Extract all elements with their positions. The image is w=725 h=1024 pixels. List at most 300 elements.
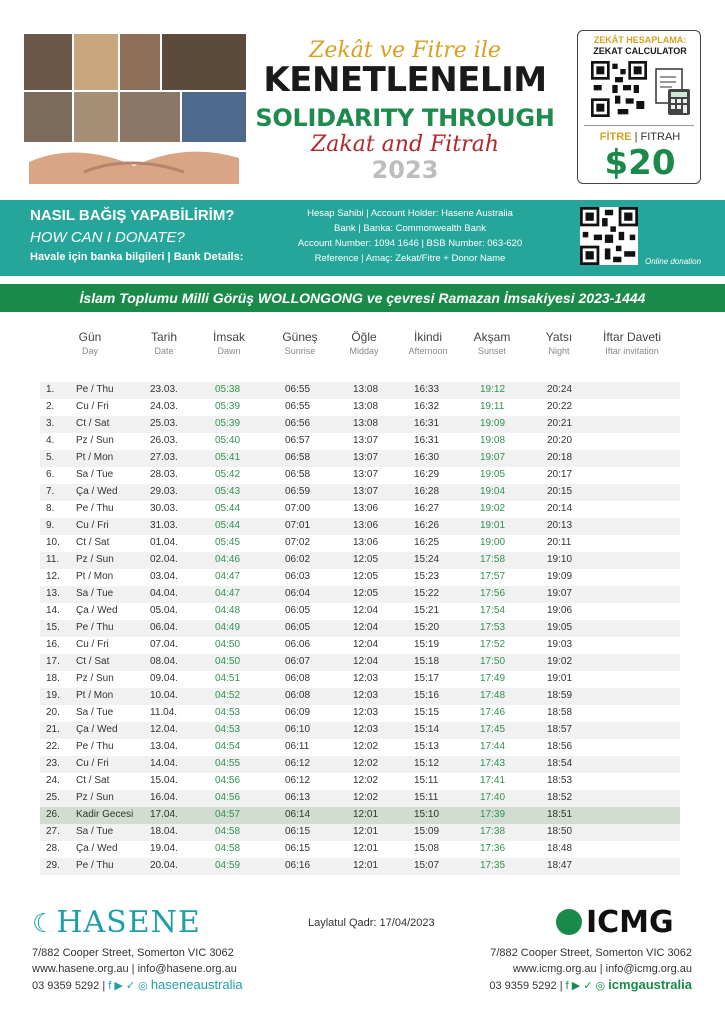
row-midday: 12:02 — [353, 792, 379, 803]
row-sunset: 17:44 — [480, 741, 506, 752]
row-midday: 12:01 — [353, 843, 379, 854]
table-row — [40, 739, 680, 756]
row-number: 4. — [46, 435, 55, 446]
row-date: 02.04. — [150, 554, 178, 565]
row-afternoon: 15:08 — [414, 843, 440, 854]
icmg-web-email[interactable]: www.icmg.org.au | info@icmg.org.au — [512, 963, 692, 975]
row-imsak: 04:58 — [215, 826, 241, 837]
hasene-handle[interactable]: haseneaustralia — [150, 977, 243, 992]
row-number: 26. — [46, 809, 60, 820]
row-day: Ct / Sat — [76, 656, 110, 667]
table-row — [40, 671, 680, 688]
row-imsak: 04:48 — [215, 605, 241, 616]
row-sunset: 17:57 — [480, 571, 506, 582]
row-night: 19:01 — [547, 673, 573, 684]
column-title: Öğle — [351, 330, 377, 344]
row-imsak: 05:44 — [215, 520, 241, 531]
row-date: 14.04. — [150, 758, 178, 769]
row-afternoon: 15:21 — [414, 605, 440, 616]
row-night: 18:53 — [547, 775, 573, 786]
row-imsak: 04:59 — [215, 860, 241, 871]
row-night: 18:50 — [547, 826, 573, 837]
table-row — [40, 399, 680, 416]
row-midday: 12:03 — [353, 724, 379, 735]
row-afternoon: 15:23 — [414, 571, 440, 582]
row-sunrise: 06:58 — [285, 452, 311, 463]
row-imsak: 04:47 — [215, 588, 241, 599]
row-date: 17.04. — [150, 809, 178, 820]
row-night: 18:58 — [547, 707, 573, 718]
row-night: 18:47 — [547, 860, 573, 871]
online-donation-qr-icon[interactable] — [580, 207, 638, 265]
table-row — [40, 467, 680, 484]
row-day: Pe / Thu — [76, 503, 114, 514]
row-date: 30.03. — [150, 503, 178, 514]
row-number: 17. — [46, 656, 60, 667]
row-night: 20:13 — [547, 520, 573, 531]
row-sunrise: 06:16 — [285, 860, 311, 871]
row-midday: 13:07 — [353, 469, 379, 480]
table-row — [40, 518, 680, 535]
main-title: KENETLENELIM — [263, 60, 547, 100]
row-date: 23.03. — [150, 384, 178, 395]
row-date: 11.04. — [150, 707, 178, 718]
row-date: 26.03. — [150, 435, 178, 446]
social-icons[interactable]: f ▶ ✓ ◎ — [108, 980, 148, 992]
icmg-handle[interactable]: icmgaustralia — [608, 977, 692, 992]
row-night: 20:21 — [547, 418, 573, 429]
row-afternoon: 15:07 — [414, 860, 440, 871]
row-sunset: 19:00 — [480, 537, 506, 548]
row-sunset: 19:01 — [480, 520, 506, 531]
row-night: 19:03 — [547, 639, 573, 650]
table-row — [40, 450, 680, 467]
row-imsak: 04:47 — [215, 571, 241, 582]
hasene-phone-social — [32, 977, 243, 994]
table-row — [40, 722, 680, 739]
row-sunrise: 06:06 — [285, 639, 311, 650]
column-subtitle: Sunrise — [284, 346, 316, 356]
row-number: 13. — [46, 588, 60, 599]
row-afternoon: 16:25 — [414, 537, 440, 548]
row-imsak: 04:53 — [215, 707, 241, 718]
column-subtitle: Dawn — [217, 346, 241, 356]
row-sunset: 17:50 — [480, 656, 506, 667]
row-afternoon: 15:18 — [414, 656, 440, 667]
column-subtitle: Day — [81, 346, 98, 356]
row-number: 24. — [46, 775, 60, 786]
hasene-web-email[interactable]: www.hasene.org.au | info@hasene.org.au — [32, 963, 237, 975]
zekat-title-en: ZEKAT CALCULATOR — [593, 46, 687, 56]
fitre-separator: | — [634, 131, 638, 143]
row-sunset: 19:12 — [480, 384, 506, 395]
row-date: 24.03. — [150, 401, 178, 412]
row-day: Ct / Sat — [76, 418, 110, 429]
column-title: Güneş — [282, 330, 318, 344]
row-midday: 12:02 — [353, 741, 379, 752]
column-title: Tarih — [150, 330, 177, 344]
qr-code-icon[interactable] — [591, 61, 647, 117]
row-night: 20:22 — [547, 401, 573, 412]
row-sunrise: 06:05 — [285, 622, 311, 633]
row-afternoon: 15:17 — [414, 673, 440, 684]
row-number: 22. — [46, 741, 60, 752]
row-day: Pe / Thu — [76, 384, 114, 395]
row-imsak: 04:46 — [215, 554, 241, 565]
row-date: 20.04. — [150, 860, 178, 871]
table-row — [40, 705, 680, 722]
row-afternoon: 16:26 — [414, 520, 440, 531]
row-midday: 13:07 — [353, 435, 379, 446]
subtitle: SOLIDARITY THROUGH — [255, 104, 555, 132]
row-midday: 13:06 — [353, 537, 379, 548]
row-midday: 12:01 — [353, 860, 379, 871]
row-imsak: 05:41 — [215, 452, 241, 463]
row-sunset: 17:46 — [480, 707, 506, 718]
row-date: 13.04. — [150, 741, 178, 752]
table-row — [40, 484, 680, 501]
column-title: İkindi — [413, 330, 442, 344]
row-date: 16.04. — [150, 792, 178, 803]
row-day: Cu / Fri — [76, 401, 109, 412]
row-sunset: 17:49 — [480, 673, 506, 684]
hasene-logo-text: HASENE — [56, 905, 201, 940]
row-midday: 12:02 — [353, 775, 379, 786]
donate-heading-tr: NASIL BAĞIŞ YAPABİLİRİM? — [30, 207, 235, 224]
row-imsak: 04:55 — [215, 758, 241, 769]
row-day: Cu / Fri — [76, 520, 109, 531]
row-date: 08.04. — [150, 656, 178, 667]
row-sunset: 19:11 — [480, 401, 505, 412]
table-row — [40, 382, 680, 399]
bank-line: Bank | Banka: Commonwealth Bank — [334, 223, 486, 234]
row-midday: 12:05 — [353, 588, 379, 599]
row-day: Sa / Tue — [76, 588, 114, 599]
row-number: 9. — [46, 520, 55, 531]
row-day: Sa / Tue — [76, 469, 114, 480]
row-day: Pt / Mon — [76, 571, 114, 582]
row-afternoon: 15:09 — [414, 826, 440, 837]
row-sunrise: 06:10 — [285, 724, 311, 735]
row-midday: 12:04 — [353, 622, 379, 633]
hasene-logo — [32, 905, 201, 940]
row-imsak: 05:45 — [215, 537, 241, 548]
row-imsak: 04:52 — [215, 690, 241, 701]
row-midday: 12:05 — [353, 554, 379, 565]
row-sunset: 19:05 — [480, 469, 506, 480]
row-night: 20:14 — [547, 503, 573, 514]
row-sunset: 17:38 — [480, 826, 506, 837]
row-midday: 13:08 — [353, 401, 379, 412]
row-sunrise: 06:05 — [285, 605, 311, 616]
row-number: 5. — [46, 452, 55, 463]
row-number: 16. — [46, 639, 60, 650]
row-sunrise: 06:57 — [285, 435, 311, 446]
row-imsak: 04:57 — [215, 809, 241, 820]
icmg-logo-text: ICMG — [586, 905, 674, 940]
row-day: Sa / Tue — [76, 826, 114, 837]
row-afternoon: 16:30 — [414, 452, 440, 463]
row-imsak: 05:43 — [215, 486, 241, 497]
table-row — [40, 790, 680, 807]
row-afternoon: 15:12 — [414, 758, 440, 769]
row-date: 18.04. — [150, 826, 178, 837]
table-row — [40, 688, 680, 705]
row-day: Ça / Wed — [76, 486, 118, 497]
row-afternoon: 15:11 — [414, 775, 439, 786]
row-night: 18:48 — [547, 843, 573, 854]
row-sunset: 17:52 — [480, 639, 506, 650]
row-number: 25. — [46, 792, 60, 803]
row-sunset: 17:39 — [480, 809, 506, 820]
row-sunrise: 07:02 — [285, 537, 311, 548]
row-day: Pt / Mon — [76, 452, 114, 463]
calculator-document-icon — [654, 67, 692, 117]
column-title: Akşam — [473, 330, 511, 344]
row-night: 20:15 — [547, 486, 573, 497]
row-date: 09.04. — [150, 673, 178, 684]
row-afternoon: 15:20 — [414, 622, 440, 633]
row-number: 2. — [46, 401, 55, 412]
row-number: 11. — [46, 554, 60, 565]
row-imsak: 05:38 — [215, 384, 241, 395]
column-subtitle: Night — [548, 346, 570, 356]
row-imsak: 05:39 — [215, 401, 241, 412]
row-date: 27.03. — [150, 452, 178, 463]
row-day: Pz / Sun — [76, 435, 114, 446]
script-subtitle: Zakat and Fitrah — [311, 132, 499, 157]
row-night: 20:18 — [547, 452, 573, 463]
row-afternoon: 16:31 — [414, 418, 440, 429]
row-number: 19. — [46, 690, 60, 701]
row-sunset: 19:07 — [480, 452, 506, 463]
row-sunset: 19:04 — [480, 486, 506, 497]
row-midday: 13:07 — [353, 486, 379, 497]
row-number: 27. — [46, 826, 60, 837]
row-midday: 12:02 — [353, 758, 379, 769]
row-afternoon: 15:22 — [414, 588, 440, 599]
row-date: 04.04. — [150, 588, 178, 599]
row-sunrise: 07:00 — [285, 503, 311, 514]
column-subtitle: Afternoon — [408, 346, 448, 356]
row-sunrise: 07:01 — [285, 520, 311, 531]
row-sunrise: 06:08 — [285, 690, 311, 701]
row-sunset: 17:53 — [480, 622, 506, 633]
row-imsak: 05:44 — [215, 503, 241, 514]
row-day: Pz / Sun — [76, 673, 114, 684]
row-afternoon: 15:15 — [414, 707, 440, 718]
table-row — [40, 552, 680, 569]
row-midday: 12:03 — [353, 673, 379, 684]
row-sunset: 17:43 — [480, 758, 506, 769]
row-sunset: 17:58 — [480, 554, 506, 565]
row-night: 19:06 — [547, 605, 573, 616]
table-row — [40, 841, 680, 858]
row-date: 25.03. — [150, 418, 178, 429]
row-night: 19:05 — [547, 622, 573, 633]
row-day: Pe / Thu — [76, 860, 114, 871]
row-date: 10.04. — [150, 690, 178, 701]
icmg-logo — [556, 905, 674, 940]
row-sunrise: 06:55 — [285, 384, 311, 395]
row-imsak: 04:58 — [215, 843, 241, 854]
column-title: Gün — [78, 330, 102, 344]
row-number: 1. — [46, 384, 55, 395]
row-imsak: 04:50 — [215, 656, 241, 667]
row-sunset: 17:56 — [480, 588, 506, 599]
column-subtitle: Date — [154, 346, 174, 356]
row-day: Pe / Thu — [76, 741, 114, 752]
row-afternoon: 16:33 — [414, 384, 440, 395]
table-row — [40, 620, 680, 637]
row-sunrise: 06:12 — [285, 775, 311, 786]
row-imsak: 04:50 — [215, 639, 241, 650]
row-imsak: 04:54 — [215, 741, 241, 752]
column-subtitle: Midday — [349, 346, 379, 356]
row-sunset: 17:41 — [480, 775, 506, 786]
row-day: Ça / Wed — [76, 724, 118, 735]
row-number: 8. — [46, 503, 55, 514]
fitre-amount: $20 — [604, 143, 676, 183]
title-block — [250, 30, 560, 190]
row-night: 18:52 — [547, 792, 573, 803]
year: 2023 — [371, 156, 439, 184]
row-imsak: 04:56 — [215, 775, 241, 786]
bank-details — [280, 206, 540, 266]
bank-line: Hesap Sahibi | Account Holder: Hasene Australia — [307, 208, 513, 219]
table-row — [40, 416, 680, 433]
row-midday: 12:03 — [353, 690, 379, 701]
table-row — [40, 858, 680, 875]
row-night: 20:20 — [547, 435, 573, 446]
row-day: Cu / Fri — [76, 758, 109, 769]
row-night: 19:10 — [547, 554, 573, 565]
column-header-yatsi — [534, 330, 584, 356]
table-row — [40, 569, 680, 586]
row-night: 20:17 — [547, 469, 573, 480]
row-midday: 13:06 — [353, 520, 379, 531]
column-header-date — [140, 330, 188, 356]
row-day: Ct / Sat — [76, 537, 110, 548]
row-sunrise: 06:09 — [285, 707, 311, 718]
row-night: 20:11 — [547, 537, 572, 548]
column-title: İftar Daveti — [602, 330, 662, 344]
row-night: 19:07 — [547, 588, 573, 599]
row-date: 19.04. — [150, 843, 178, 854]
row-night: 19:09 — [547, 571, 573, 582]
row-number: 29. — [46, 860, 60, 871]
row-number: 18. — [46, 673, 60, 684]
fitre-tr: FİTRE — [599, 131, 632, 143]
row-number: 20. — [46, 707, 60, 718]
row-sunrise: 06:15 — [285, 826, 311, 837]
row-date: 07.04. — [150, 639, 178, 650]
online-donation-label: Online donation — [645, 257, 702, 266]
icmg-phone: 03 9359 5292 | — [489, 980, 563, 992]
row-afternoon: 15:13 — [414, 741, 440, 752]
fitre-label — [578, 131, 702, 143]
row-number: 3. — [46, 418, 55, 429]
row-imsak: 05:39 — [215, 418, 241, 429]
icmg-contact — [470, 945, 692, 994]
row-day: Ct / Sat — [76, 775, 110, 786]
row-midday: 12:05 — [353, 571, 379, 582]
row-number: 14. — [46, 605, 60, 616]
row-sunrise: 06:56 — [285, 418, 311, 429]
hasene-phone: 03 9359 5292 | — [32, 980, 106, 992]
row-afternoon: 15:24 — [414, 554, 440, 565]
script-title: Zekât ve Fitre ile — [309, 38, 501, 63]
row-sunrise: 06:14 — [285, 809, 311, 820]
row-afternoon: 15:14 — [414, 724, 440, 735]
row-sunrise: 06:12 — [285, 758, 311, 769]
row-sunrise: 06:15 — [285, 843, 311, 854]
row-number: 12. — [46, 571, 60, 582]
column-header-aksam — [464, 330, 520, 356]
divider — [584, 125, 694, 126]
column-header-imsak — [204, 330, 254, 356]
row-midday: 13:07 — [353, 452, 379, 463]
table-row — [40, 654, 680, 671]
column-header-day — [68, 330, 112, 356]
row-sunrise: 06:58 — [285, 469, 311, 480]
row-night: 18:51 — [547, 809, 573, 820]
row-night: 18:54 — [547, 758, 573, 769]
row-afternoon: 16:27 — [414, 503, 440, 514]
table-row — [40, 773, 680, 790]
column-header-ikindi — [398, 330, 458, 356]
row-afternoon: 16:31 — [414, 435, 440, 446]
row-imsak: 04:56 — [215, 792, 241, 803]
row-day: Kadir Gecesi — [76, 809, 134, 820]
fitre-en: FITRAH — [640, 131, 681, 143]
row-afternoon: 15:16 — [414, 690, 440, 701]
hasene-contact — [32, 945, 243, 994]
row-night: 19:02 — [547, 656, 573, 667]
row-night: 18:57 — [547, 724, 573, 735]
icmg-globe-icon — [556, 909, 582, 935]
column-subtitle: Iftar invitation — [605, 346, 659, 356]
row-midday: 13:06 — [353, 503, 379, 514]
photo-collage — [24, 34, 246, 190]
row-afternoon: 15:11 — [414, 792, 439, 803]
icmg-address: 7/882 Cooper Street, Somerton VIC 3062 — [490, 947, 692, 959]
zekat-calculator-box — [577, 30, 701, 184]
row-afternoon: 16:32 — [414, 401, 440, 412]
row-midday: 12:01 — [353, 809, 379, 820]
row-midday: 13:08 — [353, 384, 379, 395]
hasene-crescent-icon: ☾ — [32, 909, 57, 939]
row-afternoon: 16:28 — [414, 486, 440, 497]
row-midday: 12:03 — [353, 707, 379, 718]
row-day: Ça / Wed — [76, 843, 118, 854]
row-date: 01.04. — [150, 537, 178, 548]
column-title: İmsak — [212, 330, 245, 344]
icmg-phone-social — [470, 977, 692, 994]
social-icons[interactable]: f ▶ ✓ ◎ — [565, 980, 606, 992]
row-number: 23. — [46, 758, 60, 769]
row-midday: 12:01 — [353, 826, 379, 837]
row-sunrise: 06:04 — [285, 588, 311, 599]
timetable-rows — [40, 382, 680, 875]
row-imsak: 05:40 — [215, 435, 241, 446]
hasene-address: 7/882 Cooper Street, Somerton VIC 3062 — [32, 947, 234, 959]
row-sunset: 17:36 — [480, 843, 506, 854]
row-number: 15. — [46, 622, 60, 633]
laylatul-qadr-note: Laylatul Qadr: 17/04/2023 — [308, 917, 435, 929]
row-day: Cu / Fri — [76, 639, 109, 650]
table-row — [40, 637, 680, 654]
